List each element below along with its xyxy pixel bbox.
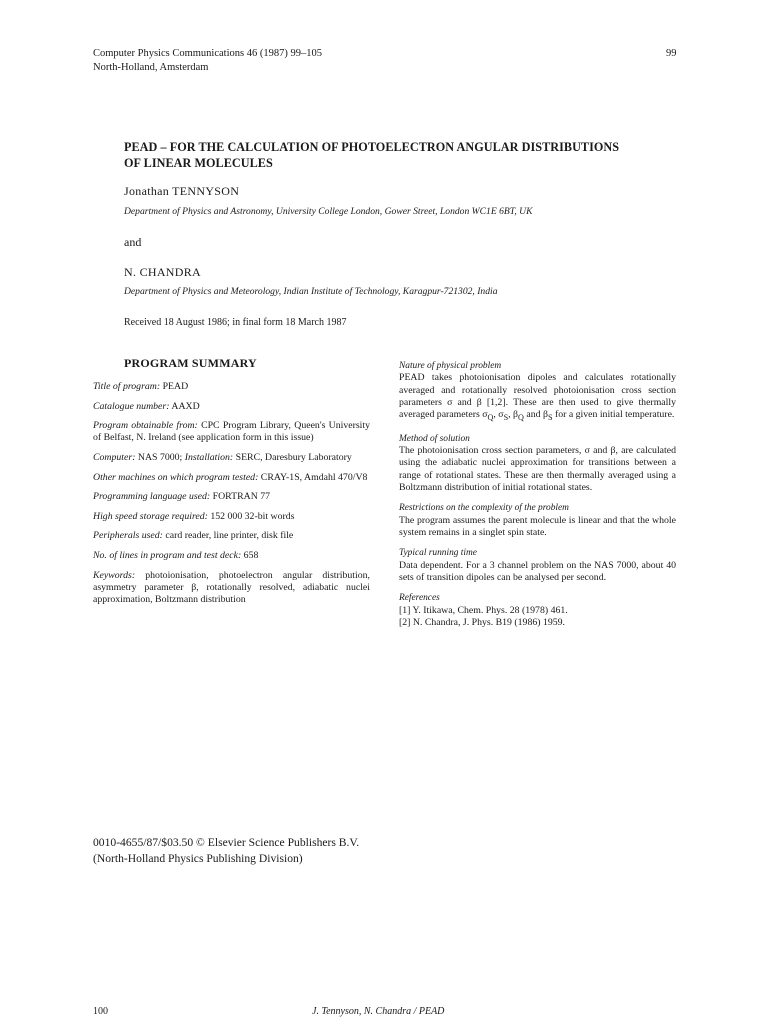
- nature-text-end: for a given initial temperature.: [552, 409, 675, 421]
- subscript-s: S: [547, 413, 553, 423]
- nature-heading: Nature of physical problem: [399, 361, 502, 371]
- method-text: The photoionisation cross section parameters, σ and β, are calculated using the adiabatic nuclei approximation for transitions between a range of rotational states. These are then thermally averaged using a Boltzmann distribution of initial rotational states.: [399, 444, 676, 493]
- summary-label: Computer:: [93, 452, 136, 464]
- restrictions-section: [399, 502, 676, 539]
- reference-item: [1] Y. Itikawa, Chem. Phys. 28 (1978) 461.: [399, 604, 568, 616]
- summary-label: High speed storage required:: [93, 510, 208, 522]
- author-conjunction: and: [124, 235, 142, 249]
- summary-value: card reader, line printer, disk file: [162, 530, 294, 542]
- reference-item: [2] N. Chandra, J. Phys. B19 (1986) 1959.: [399, 617, 565, 629]
- summary-right-column: [399, 360, 676, 638]
- summary-value: NAS 7000;: [135, 452, 185, 464]
- program-summary-heading: PROGRAM SUMMARY: [124, 356, 257, 370]
- summary-item-language: [93, 491, 370, 503]
- summary-item-storage: [93, 511, 370, 523]
- summary-label: Other machines on which program tested:: [93, 471, 259, 483]
- title-line-1: PEAD – FOR THE CALCULATION OF PHOTOELECTRON ANGULAR DISTRIBUTIONS: [124, 140, 620, 154]
- received-date: Received 18 August 1986; in final form 18 March 1987: [124, 317, 347, 328]
- references-heading: References: [399, 593, 440, 604]
- nature-text-main: PEAD takes photoionisation dipoles and calculates rotationally averaged and rotationally resolved photoionisation cross section parameters σ and β [1,2]. These are then used to give thermally averaged parameters σ: [399, 372, 676, 421]
- summary-item-lines: [93, 550, 370, 562]
- summary-label: Peripherals used:: [93, 530, 163, 542]
- publisher-line: North-Holland, Amsterdam: [93, 62, 209, 73]
- summary-label: Title of program:: [93, 381, 161, 392]
- author-2: N. CHANDRA: [124, 265, 202, 279]
- summary-value: CPC Program Library, Queen's University of Belfast, N. Ireland (see application form in this issue): [93, 420, 370, 444]
- summary-value: AAXD: [169, 400, 200, 412]
- affiliation-1: Department of Physics and Astronomy, University College London, Gower Street, London WC1E 6BT, UK: [124, 206, 533, 217]
- summary-item-keywords: [93, 570, 370, 607]
- method-heading: Method of solution: [399, 433, 470, 444]
- subscript-q: Q: [487, 413, 494, 423]
- summary-label: Keywords:: [93, 569, 136, 581]
- running-time-section: [399, 547, 676, 584]
- nature-sep: , σ: [493, 409, 504, 421]
- affiliation-2: Department of Physics and Meteorology, Indian Institute of Technology, Karagpur-721302, India: [124, 286, 498, 297]
- nature-sep: and β: [523, 409, 548, 421]
- summary-left-column: [93, 381, 370, 614]
- summary-label-installation: Installation:: [184, 452, 234, 464]
- copyright-line-2: (North-Holland Physics Publishing Division): [93, 852, 303, 865]
- restrictions-heading: Restrictions on the complexity of the problem: [399, 503, 569, 514]
- copyright-line-1: 0010-4655/87/$03.50 © Elsevier Science Publishers B.V.: [93, 836, 360, 849]
- copyright-notice: [93, 835, 359, 867]
- restrictions-text: The program assumes the parent molecule is linear and that the whole system remains in a singlet spin state.: [399, 514, 676, 538]
- article-title: [124, 139, 684, 171]
- summary-item-catalogue: [93, 401, 370, 413]
- summary-label: Catalogue number:: [93, 400, 170, 412]
- summary-label: Program obtainable from:: [93, 420, 198, 432]
- summary-item-obtainable: [93, 420, 370, 445]
- summary-value: 658: [241, 550, 259, 562]
- summary-value: PEAD: [160, 381, 189, 392]
- nature-text: [399, 372, 676, 424]
- running-time-text: Data dependent. For a 3 channel problem on the NAS 7000, about 40 sets of transition dipoles can be analysed per second.: [399, 559, 676, 583]
- journal-citation: Computer Physics Communications 46 (1987) 99–105: [93, 48, 322, 59]
- summary-item-peripherals: [93, 530, 370, 542]
- summary-label: No. of lines in program and test deck:: [93, 550, 242, 562]
- subscript-s: S: [503, 413, 509, 423]
- running-time-heading: Typical running time: [399, 548, 477, 559]
- nature-section: [399, 360, 676, 424]
- summary-value-installation: SERC, Daresbury Laboratory: [233, 452, 352, 464]
- summary-value: CRAY-1S, Amdahl 470/V8: [258, 471, 368, 483]
- summary-item-computer: [93, 452, 370, 464]
- summary-value: photoionisation, photoelectron angular distribution, asymmetry parameter β, rotationally resolved, adiabatic nuclei approximation, Boltzmann distribution: [93, 569, 370, 606]
- references-section: [399, 592, 676, 629]
- page-number: 99: [666, 48, 677, 59]
- summary-item-title: [93, 381, 370, 393]
- summary-value: 152 000 32-bit words: [207, 510, 295, 522]
- summary-item-other-machines: [93, 472, 370, 484]
- subscript-q: Q: [518, 413, 524, 423]
- author-1: Jonathan TENNYSON: [124, 184, 240, 198]
- method-section: [399, 433, 676, 494]
- summary-label: Programming language used:: [93, 491, 211, 503]
- title-line-2: OF LINEAR MOLECULES: [124, 156, 273, 170]
- nature-sep: , β: [508, 409, 519, 421]
- summary-value: FORTRAN 77: [210, 491, 271, 503]
- footer-page-number: 100: [93, 1006, 108, 1017]
- footer-running-title: J. Tennyson, N. Chandra / PEAD: [312, 1006, 445, 1017]
